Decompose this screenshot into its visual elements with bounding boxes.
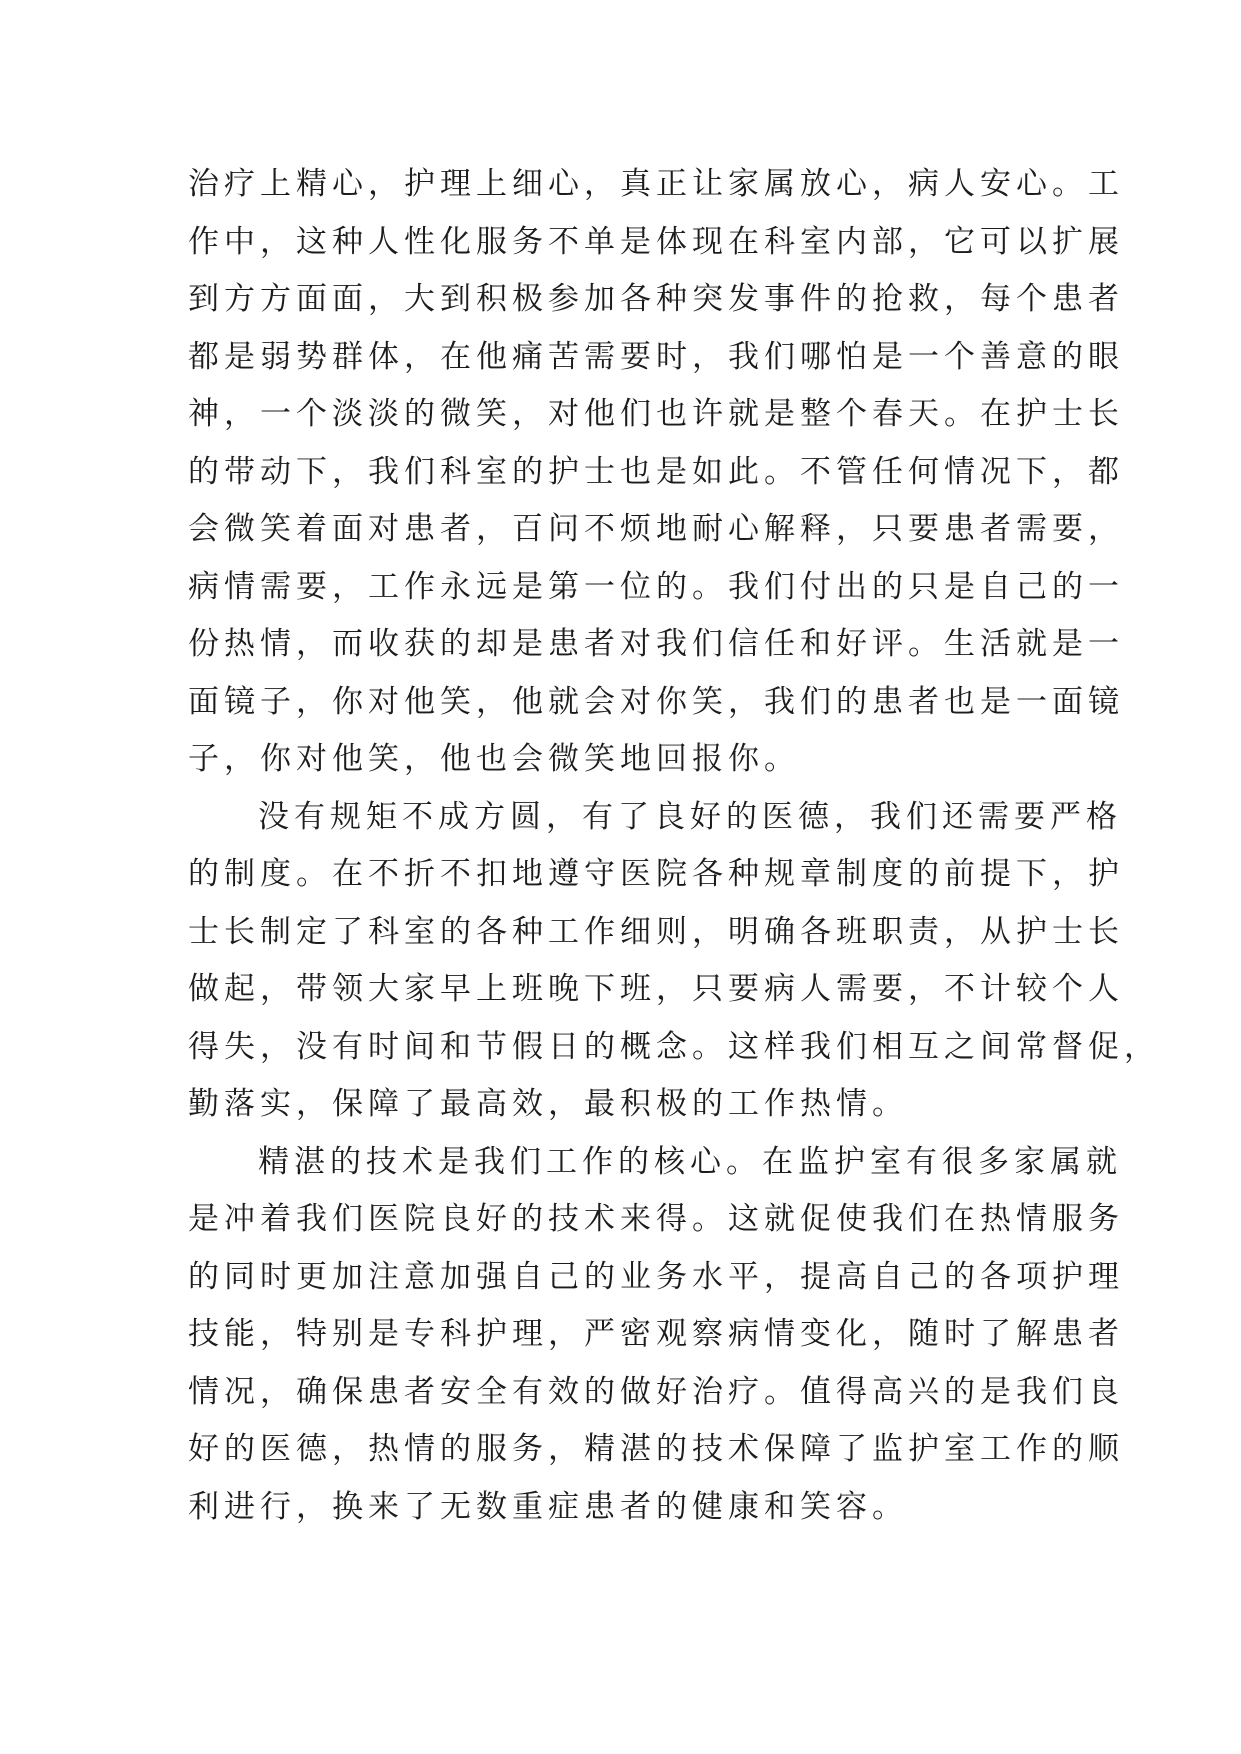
text-line: 利进行，换来了无数重症患者的健康和笑容。 <box>188 1488 908 1525</box>
paragraph-first-line: 没有规矩不成方圆，有了良好的医德，我们还需要严格 <box>258 798 1122 835</box>
text-line: 会微笑着面对患者，百问不烦地耐心解释，只要患者需要， <box>188 511 1124 547</box>
text-line: 治疗上精心，护理上细心，真正让家属放心，病人安心。工 <box>188 166 1124 202</box>
body-text <box>188 156 1160 1536</box>
text-line: 都是弱势群体，在他痛苦需要时，我们哪怕是一个善意的眼 <box>188 338 1124 375</box>
text-line: 的带动下，我们科室的护士也是如此。不管任何情况下，都 <box>188 453 1124 490</box>
text-line: 士长制定了科室的各种工作细则，明确各班职责，从护士长 <box>188 913 1124 950</box>
text-line: 面镜子，你对他笑，他就会对你笑，我们的患者也是一面镜 <box>188 683 1124 720</box>
text-line: 到方方面面，大到积极参加各种突发事件的抢救，每个患者 <box>188 281 1124 317</box>
text-line: 情况，确保患者安全有效的做好治疗。值得高兴的是我们良 <box>188 1373 1124 1410</box>
text-line: 勤落实，保障了最高效，最积极的工作热情。 <box>188 1086 908 1122</box>
text-line: 神，一个淡淡的微笑，对他们也许就是整个春天。在护士长 <box>188 396 1124 432</box>
text-line: 作中，这种人性化服务不单是体现在科室内部，它可以扩展 <box>188 223 1124 260</box>
text-line: 得失，没有时间和节假日的概念。这样我们相互之间常督促， <box>188 1028 1160 1065</box>
text-line: 好的医德，热情的服务，精湛的技术保障了监护室工作的顺 <box>188 1431 1124 1467</box>
text-line: 份热情，而收获的却是患者对我们信任和好评。生活就是一 <box>188 626 1124 662</box>
text-line: 子，你对他笑，他也会微笑地回报你。 <box>188 741 800 777</box>
text-line: 的同时更加注意加强自己的业务水平，提高自己的各项护理 <box>188 1258 1124 1295</box>
text-line: 病情需要，工作永远是第一位的。我们付出的只是自己的一 <box>188 568 1124 605</box>
text-line: 的制度。在不折不扣地遵守医院各种规章制度的前提下，护 <box>188 856 1124 892</box>
text-line: 做起，带领大家早上班晚下班，只要病人需要，不计较个人 <box>188 971 1124 1007</box>
paragraph-first-line: 精湛的技术是我们工作的核心。在监护室有很多家属就 <box>258 1143 1122 1180</box>
text-line: 是冲着我们医院良好的技术来得。这就促使我们在热情服务 <box>188 1201 1124 1237</box>
text-line: 技能，特别是专科护理，严密观察病情变化，随时了解患者 <box>188 1316 1124 1352</box>
